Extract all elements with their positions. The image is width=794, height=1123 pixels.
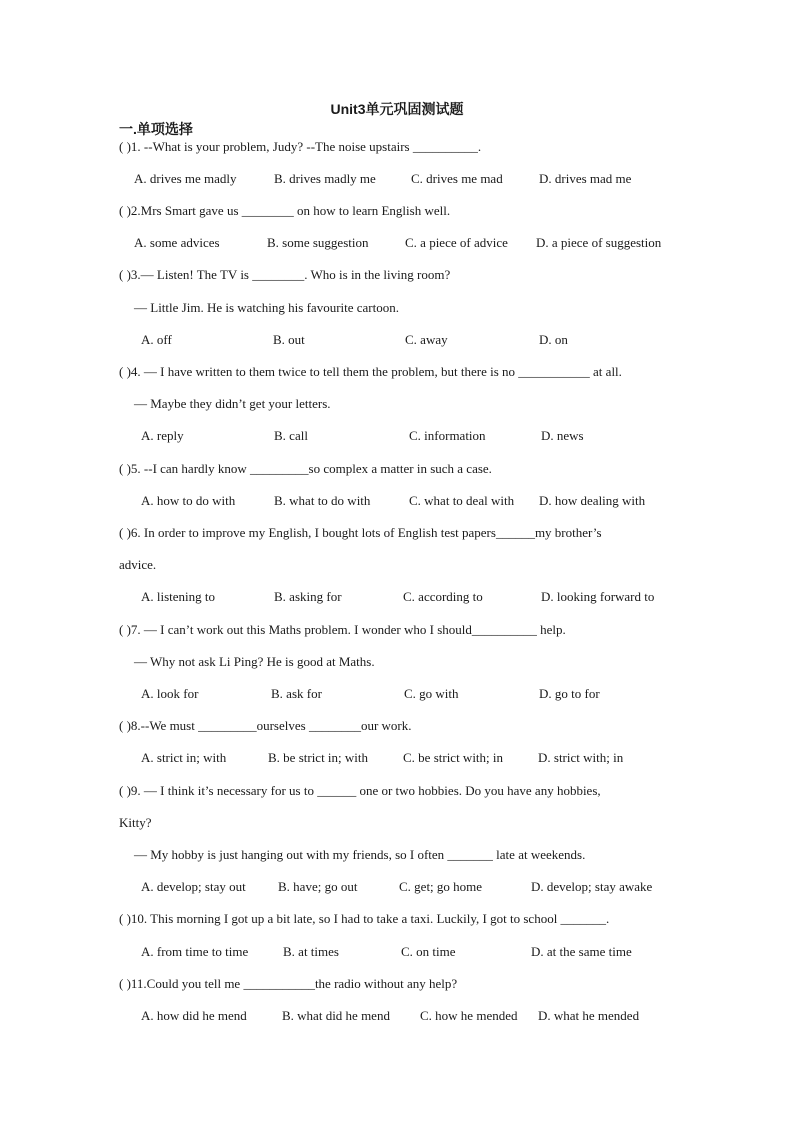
question-8-stem: ( )8.--We must _________ourselves ________our work.	[119, 718, 412, 733]
option-c[interactable]: C. how he mended	[420, 1008, 518, 1023]
option-c[interactable]: C. get; go home	[399, 879, 483, 894]
option-b[interactable]: B. what did he mend	[282, 1008, 390, 1023]
question-9-stem-continued: Kitty?	[119, 815, 152, 830]
option-d[interactable]: D. on	[539, 332, 568, 347]
option-a[interactable]: A. how to do with	[141, 493, 236, 508]
option-b[interactable]: B. call	[274, 428, 308, 443]
option-d[interactable]: D. strict with; in	[538, 750, 624, 765]
option-a[interactable]: A. how did he mend	[141, 1008, 247, 1023]
option-d[interactable]: D. drives mad me	[539, 171, 632, 186]
question-6-stem: ( )6. In order to improve my English, I bought lots of English test papers______my brother’s	[119, 525, 602, 540]
option-c[interactable]: C. according to	[403, 589, 483, 604]
option-c[interactable]: C. be strict with; in	[403, 750, 504, 765]
option-a[interactable]: A. off	[141, 332, 172, 347]
question-4-reply: — Maybe they didn’t get your letters.	[134, 396, 331, 411]
question-3-reply: — Little Jim. He is watching his favourite cartoon.	[134, 300, 399, 315]
option-c[interactable]: C. what to deal with	[409, 493, 515, 508]
option-d[interactable]: D. how dealing with	[539, 493, 646, 508]
option-a[interactable]: A. develop; stay out	[141, 879, 246, 894]
question-9-reply: — My hobby is just hanging out with my friends, so I often _______ late at weekends.	[134, 847, 586, 862]
question-7-reply: — Why not ask Li Ping? He is good at Maths.	[134, 654, 375, 669]
option-d[interactable]: D. looking forward to	[541, 589, 655, 604]
question-9-stem: ( )9. — I think it’s necessary for us to ______ one or two hobbies. Do you have any hobbies,	[119, 783, 601, 798]
option-c[interactable]: C. on time	[401, 944, 456, 959]
option-d[interactable]: D. news	[541, 428, 584, 443]
option-d[interactable]: D. go to for	[539, 686, 600, 701]
question-2-stem: ( )2.Mrs Smart gave us ________ on how to learn English well.	[119, 203, 451, 218]
option-a[interactable]: A. from time to time	[141, 944, 249, 959]
option-c[interactable]: C. drives me mad	[411, 171, 503, 186]
option-c[interactable]: C. away	[405, 332, 448, 347]
option-a[interactable]: A. drives me madly	[134, 171, 237, 186]
option-d[interactable]: D. a piece of suggestion	[536, 235, 662, 250]
option-b[interactable]: B. ask for	[271, 686, 322, 701]
page-title: Unit3单元巩固测试题	[330, 101, 464, 117]
option-c[interactable]: C. a piece of advice	[405, 235, 508, 250]
option-c[interactable]: C. go with	[404, 686, 459, 701]
question-5-stem: ( )5. --I can hardly know _________so complex a matter in such a case.	[119, 461, 492, 476]
question-1-stem: ( )1. --What is your problem, Judy? --The noise upstairs __________.	[119, 139, 482, 154]
option-d[interactable]: D. what he mended	[538, 1008, 640, 1023]
option-b[interactable]: B. some suggestion	[267, 235, 369, 250]
question-6-stem-continued: advice.	[119, 557, 157, 572]
question-4-stem: ( )4. — I have written to them twice to tell them the problem, but there is no ___________ at all.	[119, 364, 622, 379]
option-b[interactable]: B. at times	[283, 944, 339, 959]
option-b[interactable]: B. out	[273, 332, 305, 347]
option-a[interactable]: A. listening to	[141, 589, 216, 604]
option-b[interactable]: B. what to do with	[274, 493, 371, 508]
option-d[interactable]: D. develop; stay awake	[531, 879, 653, 894]
option-a[interactable]: A. some advices	[134, 235, 220, 250]
option-b[interactable]: B. have; go out	[278, 879, 358, 894]
question-11-stem: ( )11.Could you tell me ___________the radio without any help?	[119, 976, 458, 991]
option-b[interactable]: B. asking for	[274, 589, 342, 604]
option-b[interactable]: B. be strict in; with	[268, 750, 369, 765]
question-3-stem: ( )3.— Listen! The TV is ________. Who is in the living room?	[119, 267, 451, 282]
option-c[interactable]: C. information	[409, 428, 486, 443]
option-b[interactable]: B. drives madly me	[274, 171, 376, 186]
section-heading: 一.单项选择	[119, 121, 193, 137]
question-10-stem: ( )10. This morning I got up a bit late, so I had to take a taxi. Luckily, I got to school _______.	[119, 911, 610, 926]
question-7-stem: ( )7. — I can’t work out this Maths problem. I wonder who I should__________ help.	[119, 622, 566, 637]
option-a[interactable]: A. look for	[141, 686, 199, 701]
option-a[interactable]: A. reply	[141, 428, 184, 443]
option-a[interactable]: A. strict in; with	[141, 750, 227, 765]
option-d[interactable]: D. at the same time	[531, 944, 632, 959]
